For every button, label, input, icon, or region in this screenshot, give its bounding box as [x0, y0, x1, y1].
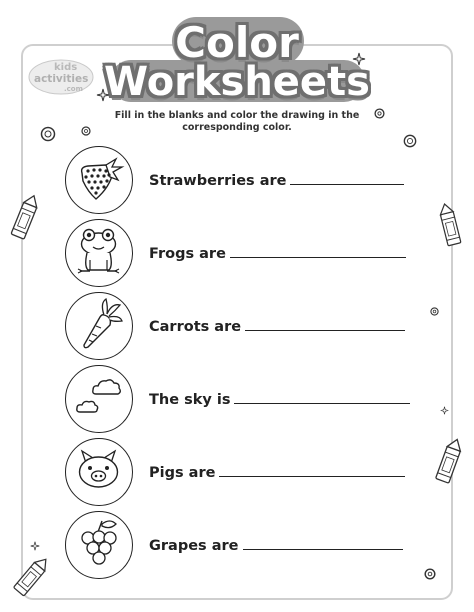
crayon-icon	[434, 200, 466, 252]
kids-activities-logo	[28, 56, 94, 98]
drawing-circle[interactable]	[65, 146, 133, 214]
row-grapes	[65, 511, 425, 581]
row-label	[149, 316, 405, 335]
row-label	[149, 389, 410, 408]
sparkle-icon	[30, 541, 40, 551]
drawing-circle[interactable]	[65, 511, 133, 579]
instructions-text: Fill in the blanks and color the drawing in the corresponding color.	[114, 110, 360, 133]
drawing-circle[interactable]	[65, 292, 133, 360]
strawberry-icon	[66, 147, 131, 212]
answer-blank[interactable]	[245, 316, 405, 331]
crayon-icon	[8, 192, 42, 244]
row-label	[149, 243, 406, 262]
row-label	[149, 535, 403, 554]
row-label	[149, 170, 404, 189]
crayon-icon	[432, 436, 466, 488]
answer-blank[interactable]	[290, 170, 404, 185]
logo-dotcom: .com	[64, 85, 83, 93]
drawing-circle[interactable]	[65, 438, 133, 506]
clouds-icon	[66, 366, 131, 431]
row-label-text: Strawberries are	[149, 173, 287, 189]
grapes-icon	[66, 512, 131, 577]
row-label-text: Frogs are	[149, 246, 226, 262]
row-carrots	[65, 292, 425, 362]
crayon-icon	[12, 552, 50, 602]
ring-icon	[374, 108, 385, 119]
answer-blank[interactable]	[234, 389, 410, 404]
pig-icon	[66, 439, 131, 504]
answer-blank[interactable]	[219, 462, 405, 477]
row-label-text: Grapes are	[149, 538, 239, 554]
sparkle-icon	[440, 406, 449, 415]
frog-icon	[66, 220, 131, 285]
row-label-text: Carrots are	[149, 319, 242, 335]
sparkle-icon	[352, 52, 366, 66]
carrot-icon	[66, 293, 131, 358]
row-sky	[65, 365, 425, 435]
title-line-1: Color	[175, 18, 299, 67]
sparkle-icon	[96, 88, 110, 102]
logo-activities: activities	[34, 73, 89, 85]
row-label	[149, 462, 405, 481]
title-line-2: Worksheets	[104, 59, 370, 105]
ring-icon	[430, 307, 439, 316]
ring-icon	[424, 568, 436, 580]
drawing-circle[interactable]	[65, 365, 133, 433]
row-label-text: The sky is	[149, 392, 231, 408]
answer-blank[interactable]	[243, 535, 403, 550]
answer-blank[interactable]	[230, 243, 406, 258]
drawing-circle[interactable]	[65, 219, 133, 287]
ring-icon	[40, 126, 56, 142]
logo-kids: kids	[54, 62, 78, 73]
row-frogs	[65, 219, 425, 289]
row-strawberries	[65, 146, 425, 216]
ring-icon	[81, 126, 91, 136]
row-pigs	[65, 438, 425, 508]
row-label-text: Pigs are	[149, 465, 216, 481]
